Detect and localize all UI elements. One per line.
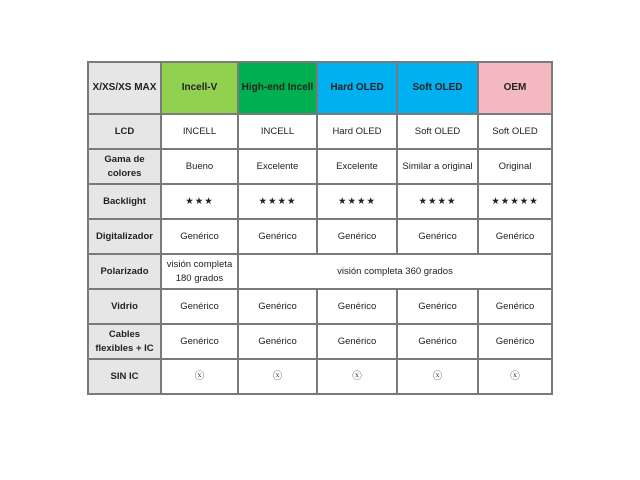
table-cell: Genérico xyxy=(238,324,317,359)
x-circle-icon: ⓧ xyxy=(238,359,317,394)
table-cell: Genérico xyxy=(478,289,552,324)
table-cell: Similar a original xyxy=(397,149,478,184)
row-label: Cables flexibles + IC xyxy=(88,324,161,359)
row-label: Polarizado xyxy=(88,254,161,289)
table-cell: Genérico xyxy=(317,219,397,254)
x-circle-icon: ⓧ xyxy=(317,359,397,394)
star-rating: ★★★★ xyxy=(317,184,397,219)
row-label: Vidrio xyxy=(88,289,161,324)
x-circle-icon: ⓧ xyxy=(478,359,552,394)
table-cell: Original xyxy=(478,149,552,184)
table-cell: Soft OLED xyxy=(478,114,552,149)
header-cell-hard-oled: Hard OLED xyxy=(317,62,397,114)
star-rating: ★★★ xyxy=(161,184,238,219)
table-cell: Hard OLED xyxy=(317,114,397,149)
x-circle-icon: ⓧ xyxy=(397,359,478,394)
table-cell: Genérico xyxy=(397,289,478,324)
row-label: Gama de colores xyxy=(88,149,161,184)
table-cell: Genérico xyxy=(238,219,317,254)
table-row-vidrio xyxy=(88,289,552,324)
star-rating: ★★★★★ xyxy=(478,184,552,219)
table-cell: INCELL xyxy=(161,114,238,149)
table-row-polarizado xyxy=(88,254,552,289)
row-label: SIN IC xyxy=(88,359,161,394)
table-cell: Bueno xyxy=(161,149,238,184)
table-cell: Genérico xyxy=(478,219,552,254)
table-row-lcd xyxy=(88,114,552,149)
table-cell-merged: visión completa 360 grados xyxy=(238,254,552,289)
header-row xyxy=(88,62,552,114)
star-rating: ★★★★ xyxy=(238,184,317,219)
header-cell-oem: OEM xyxy=(478,62,552,114)
table-cell: Genérico xyxy=(161,324,238,359)
row-label: Digitalizador xyxy=(88,219,161,254)
table-row-gama-de-colores xyxy=(88,149,552,184)
x-circle-icon: ⓧ xyxy=(161,359,238,394)
comparison-table xyxy=(87,61,553,395)
header-cell-high-end-incell: High-end Incell xyxy=(238,62,317,114)
header-cell-soft-oled: Soft OLED xyxy=(397,62,478,114)
table-row-backlight xyxy=(88,184,552,219)
table-row-cables-flexibles xyxy=(88,324,552,359)
table-row-digitalizador xyxy=(88,219,552,254)
table-row-sin-ic xyxy=(88,359,552,394)
table-cell: visión completa 180 grados xyxy=(161,254,238,289)
table-cell: Genérico xyxy=(317,289,397,324)
table-cell: Soft OLED xyxy=(397,114,478,149)
row-label: LCD xyxy=(88,114,161,149)
table-cell: Genérico xyxy=(161,289,238,324)
table-cell: Genérico xyxy=(317,324,397,359)
star-rating: ★★★★ xyxy=(397,184,478,219)
row-label: Backlight xyxy=(88,184,161,219)
table-cell: Genérico xyxy=(161,219,238,254)
header-cell-incell-v: Incell-V xyxy=(161,62,238,114)
table-cell: Genérico xyxy=(478,324,552,359)
table-cell: Excelente xyxy=(238,149,317,184)
table-cell: INCELL xyxy=(238,114,317,149)
table-cell: Genérico xyxy=(397,324,478,359)
header-cell-model: X/XS/XS MAX xyxy=(88,62,161,114)
table-cell: Genérico xyxy=(397,219,478,254)
table-cell: Genérico xyxy=(238,289,317,324)
table-cell: Excelente xyxy=(317,149,397,184)
